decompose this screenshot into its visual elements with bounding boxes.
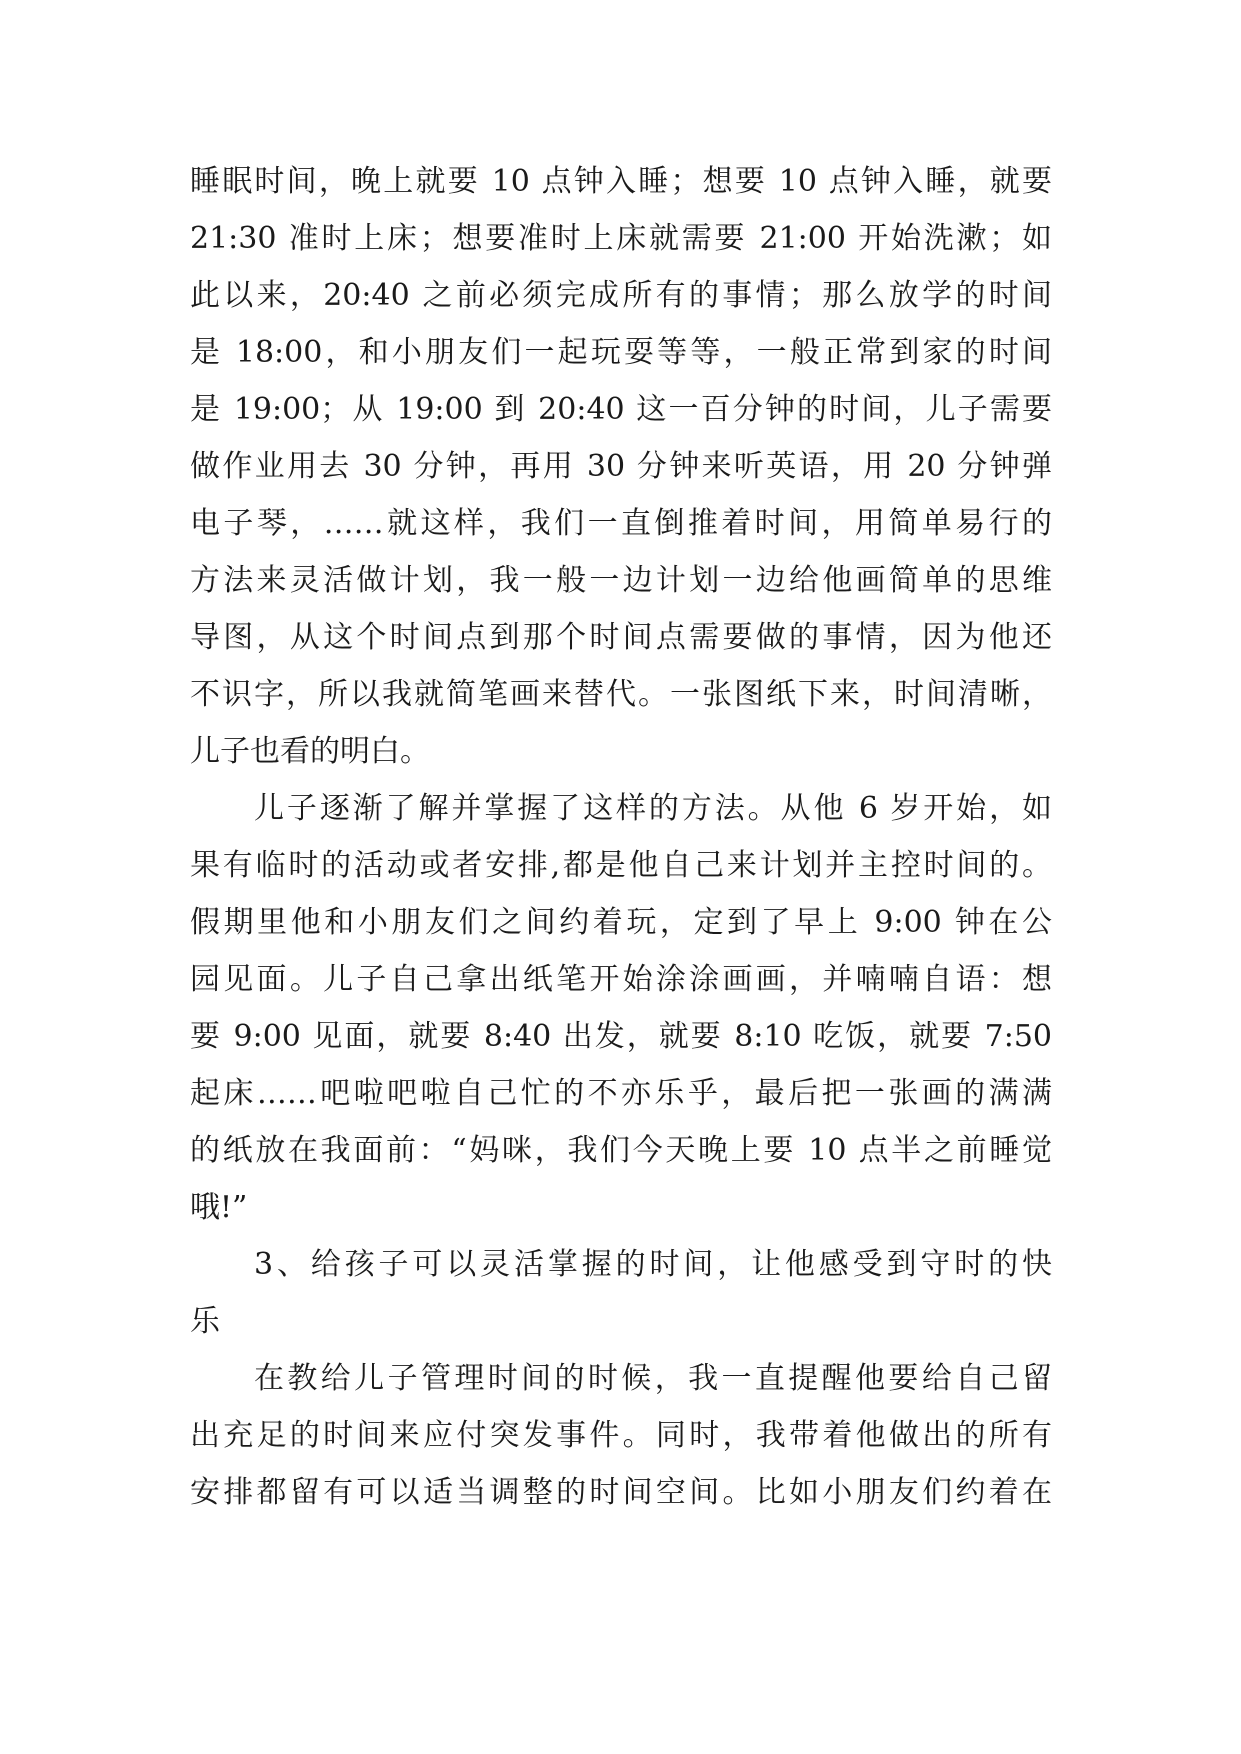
paragraph-line: 儿子也看的明白。 (190, 734, 430, 769)
paragraph-line: 此以来，20:40 之前必须完成所有的事情；那么放学的时间 (190, 278, 1052, 313)
paragraph-line: 在教给儿子管理时间的时候，我一直提醒他要给自己留 (254, 1361, 1052, 1396)
paragraph-line: 假期里他和小朋友们之间约着玩，定到了早上 9:00 钟在公 (190, 905, 1052, 940)
paragraph-line: 出充足的时间来应付突发事件。同时，我带着他做出的所有 (190, 1418, 1052, 1453)
paragraph-line: 是 19:00；从 19:00 到 20:40 这一百分钟的时间，儿子需要 (190, 392, 1052, 427)
paragraph-line: 做作业用去 30 分钟，再用 30 分钟来听英语，用 20 分钟弹 (190, 449, 1052, 484)
paragraph-line: 安排都留有可以适当调整的时间空间。比如小朋友们约着在 (190, 1475, 1052, 1510)
paragraph-line: 园见面。儿子自己拿出纸笔开始涂涂画画，并喃喃自语：想 (190, 962, 1052, 997)
paragraph-line: 睡眠时间，晚上就要 10 点钟入睡；想要 10 点钟入睡，就要 (190, 164, 1052, 199)
paragraph-line: 电子琴，……就这样，我们一直倒推着时间，用简单易行的 (190, 506, 1052, 541)
paragraph-line: 导图，从这个时间点到那个时间点需要做的事情，因为他还 (190, 620, 1052, 655)
section-heading-line: 乐 (190, 1304, 220, 1339)
section-heading-line: 3、给孩子可以灵活掌握的时间，让他感受到守时的快 (254, 1247, 1052, 1282)
paragraph-line: 是 18:00，和小朋友们一起玩耍等等，一般正常到家的时间 (190, 335, 1052, 370)
paragraph-line: 起床……吧啦吧啦自己忙的不亦乐乎，最后把一张画的满满 (190, 1076, 1052, 1111)
paragraph-line: 要 9:00 见面，就要 8:40 出发，就要 8:10 吃饭，就要 7:50 (190, 1019, 1052, 1054)
paragraph-line: 果有临时的活动或者安排,都是他自己来计划并主控时间的。 (190, 848, 1052, 883)
paragraph-line: 不识字，所以我就简笔画来替代。一张图纸下来，时间清晰， (190, 677, 1052, 712)
paragraph-line: 21:30 准时上床；想要准时上床就需要 21:00 开始洗漱；如 (190, 221, 1052, 256)
paragraph-line: 方法来灵活做计划，我一般一边计划一边给他画简单的思维 (190, 563, 1052, 598)
paragraph-line: 儿子逐渐了解并掌握了这样的方法。从他 6 岁开始，如 (254, 791, 1052, 826)
paragraph-line: 的纸放在我面前：“妈咪，我们今天晚上要 10 点半之前睡觉 (190, 1133, 1052, 1168)
paragraph-line: 哦!” (190, 1190, 248, 1225)
